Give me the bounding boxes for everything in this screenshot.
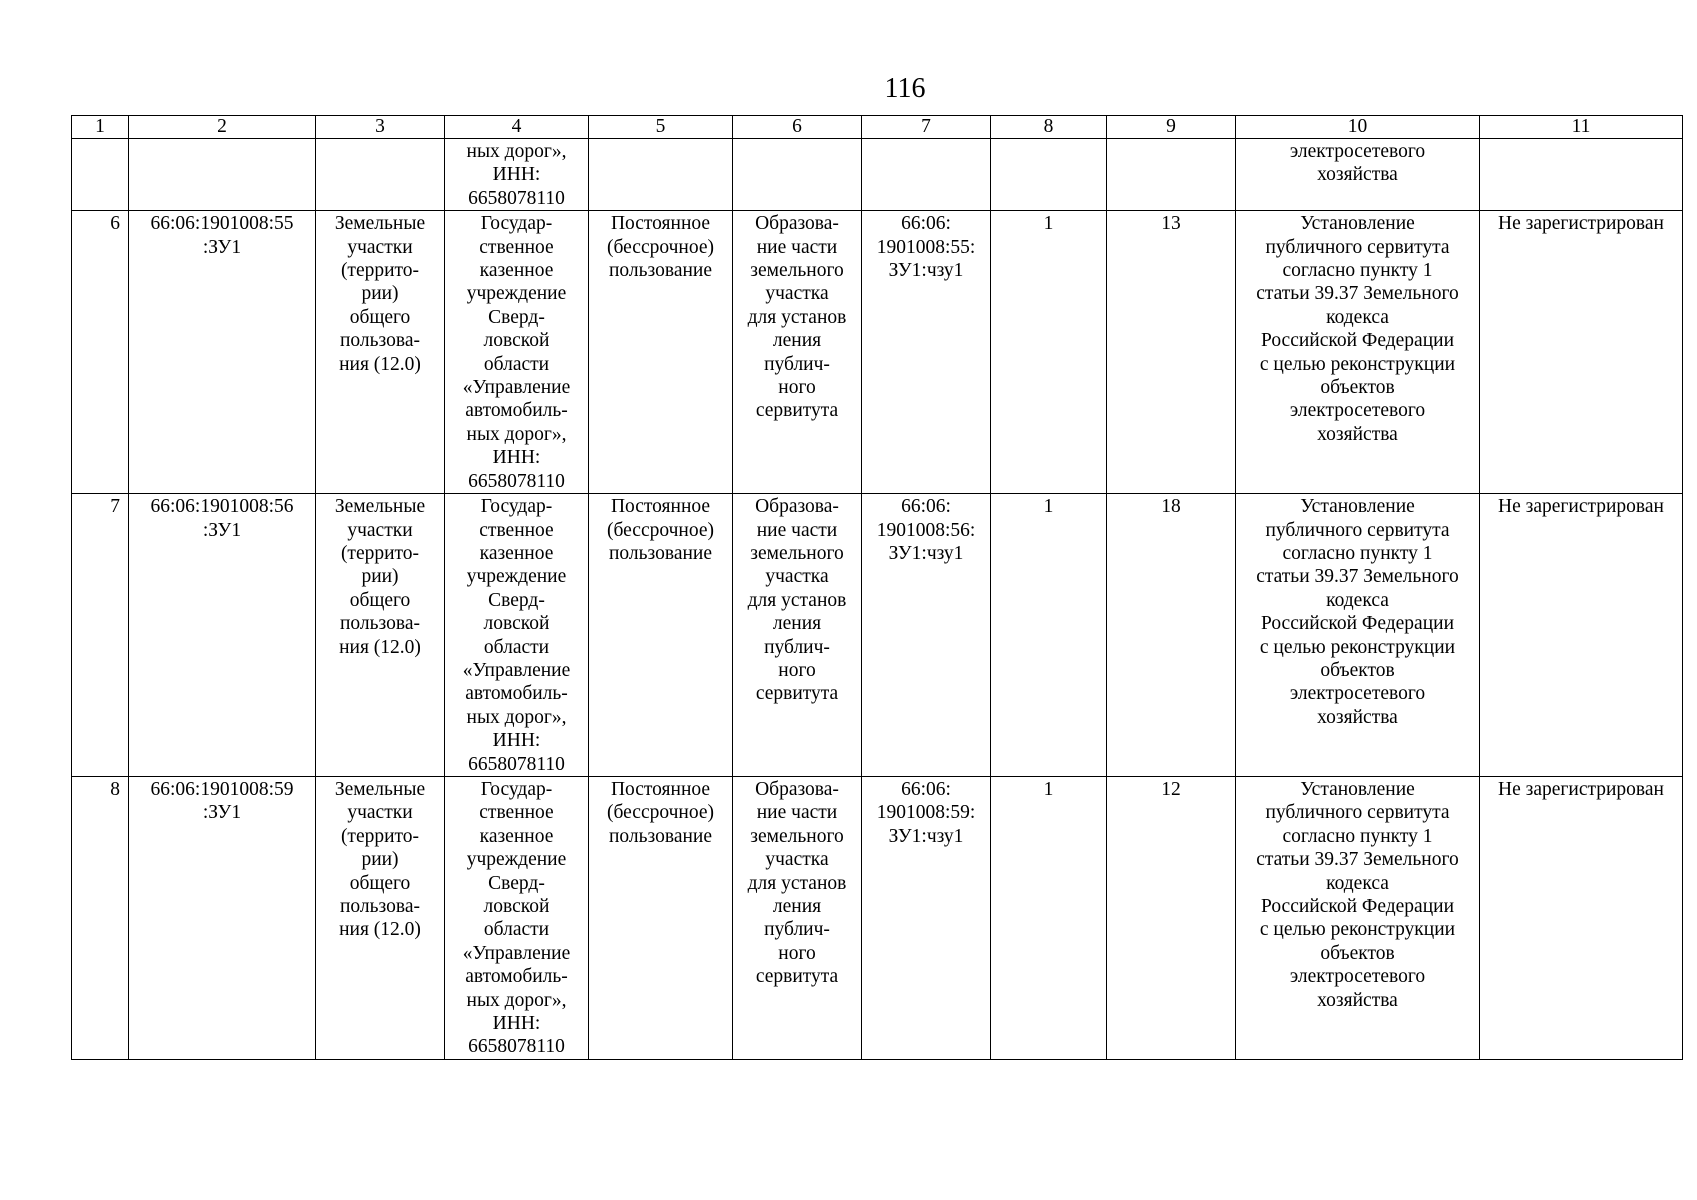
row-number: 6 — [72, 211, 129, 494]
page-number: 116 — [884, 73, 926, 104]
header-cell: 1 — [72, 116, 129, 139]
purpose-text: Установление публичного сервитута согласно пункту 1 статьи 39.37 Земельного кодекса Российской Федерации с целью реконструкции объектов электросетевого хозяйства — [1236, 776, 1480, 1059]
cadastral-number: 66:06:1901008:59 :ЗУ1 — [129, 776, 316, 1059]
header-cell: 7 — [862, 116, 991, 139]
table-cell: 13 — [1107, 211, 1236, 494]
column-number-row — [72, 116, 1683, 139]
header-cell: 4 — [445, 116, 589, 139]
table-cell: 1 — [991, 776, 1107, 1059]
header-cell: 8 — [991, 116, 1107, 139]
table-cell — [72, 139, 129, 211]
action-type: Образова- ние части земельного участка для установ ления публич- ного сервитута — [733, 211, 862, 494]
cadastral-number: 66:06:1901008:56 :ЗУ1 — [129, 494, 316, 777]
continuation-row — [72, 139, 1683, 211]
land-plots-table — [71, 115, 1683, 1060]
row-number: 8 — [72, 776, 129, 1059]
purpose-text: Установление публичного сервитута согласно пункту 1 статьи 39.37 Земельного кодекса Российской Федерации с целью реконструкции объектов электросетевого хозяйства — [1236, 494, 1480, 777]
right-type: Постоянное (бессрочное) пользование — [589, 494, 733, 777]
table-cell — [733, 139, 862, 211]
table-cell — [862, 139, 991, 211]
table-cell — [589, 139, 733, 211]
land-use-type: Земельные участки (террито- рии) общего пользова- ния (12.0) — [316, 494, 445, 777]
table-cell — [1480, 139, 1683, 211]
right-type: Постоянное (бессрочное) пользование — [589, 211, 733, 494]
purpose-text: Установление публичного сервитута согласно пункту 1 статьи 39.37 Земельного кодекса Российской Федерации с целью реконструкции объектов электросетевого хозяйства — [1236, 211, 1480, 494]
header-cell: 2 — [129, 116, 316, 139]
registration-status: Не зарегистрирован — [1480, 211, 1683, 494]
registration-status: Не зарегистрирован — [1480, 494, 1683, 777]
action-type: Образова- ние части земельного участка для установ ления публич- ного сервитута — [733, 776, 862, 1059]
row-number: 7 — [72, 494, 129, 777]
table-row — [72, 776, 1683, 1059]
table-cell — [316, 139, 445, 211]
cadastral-number: 66:06:1901008:55 :ЗУ1 — [129, 211, 316, 494]
table-cell: электросетевого хозяйства — [1236, 139, 1480, 211]
land-use-type: Земельные участки (террито- рии) общего пользова- ния (12.0) — [316, 211, 445, 494]
part-number: 66:06: 1901008:55: ЗУ1:чзу1 — [862, 211, 991, 494]
header-cell: 6 — [733, 116, 862, 139]
header-cell: 3 — [316, 116, 445, 139]
table-row — [72, 494, 1683, 777]
header-cell: 5 — [589, 116, 733, 139]
table-row — [72, 211, 1683, 494]
header-cell: 10 — [1236, 116, 1480, 139]
land-use-type: Земельные участки (террито- рии) общего пользова- ния (12.0) — [316, 776, 445, 1059]
header-cell: 9 — [1107, 116, 1236, 139]
rights-holder: Государ- ственное казенное учреждение Сверд- ловской области «Управление автомобиль- ных дорог», ИНН: 6658078110 — [445, 494, 589, 777]
table-cell — [129, 139, 316, 211]
header-cell: 11 — [1480, 116, 1683, 139]
table-cell — [991, 139, 1107, 211]
table-cell: 12 — [1107, 776, 1236, 1059]
table-cell: 1 — [991, 494, 1107, 777]
table-cell: ных дорог», ИНН: 6658078110 — [445, 139, 589, 211]
action-type: Образова- ние части земельного участка для установ ления публич- ного сервитута — [733, 494, 862, 777]
part-number: 66:06: 1901008:59: ЗУ1:чзу1 — [862, 776, 991, 1059]
registration-status: Не зарегистрирован — [1480, 776, 1683, 1059]
table-cell: 18 — [1107, 494, 1236, 777]
table-cell: 1 — [991, 211, 1107, 494]
right-type: Постоянное (бессрочное) пользование — [589, 776, 733, 1059]
table-cell — [1107, 139, 1236, 211]
rights-holder: Государ- ственное казенное учреждение Сверд- ловской области «Управление автомобиль- ных дорог», ИНН: 6658078110 — [445, 776, 589, 1059]
rights-holder: Государ- ственное казенное учреждение Сверд- ловской области «Управление автомобиль- ных дорог», ИНН: 6658078110 — [445, 211, 589, 494]
part-number: 66:06: 1901008:56: ЗУ1:чзу1 — [862, 494, 991, 777]
